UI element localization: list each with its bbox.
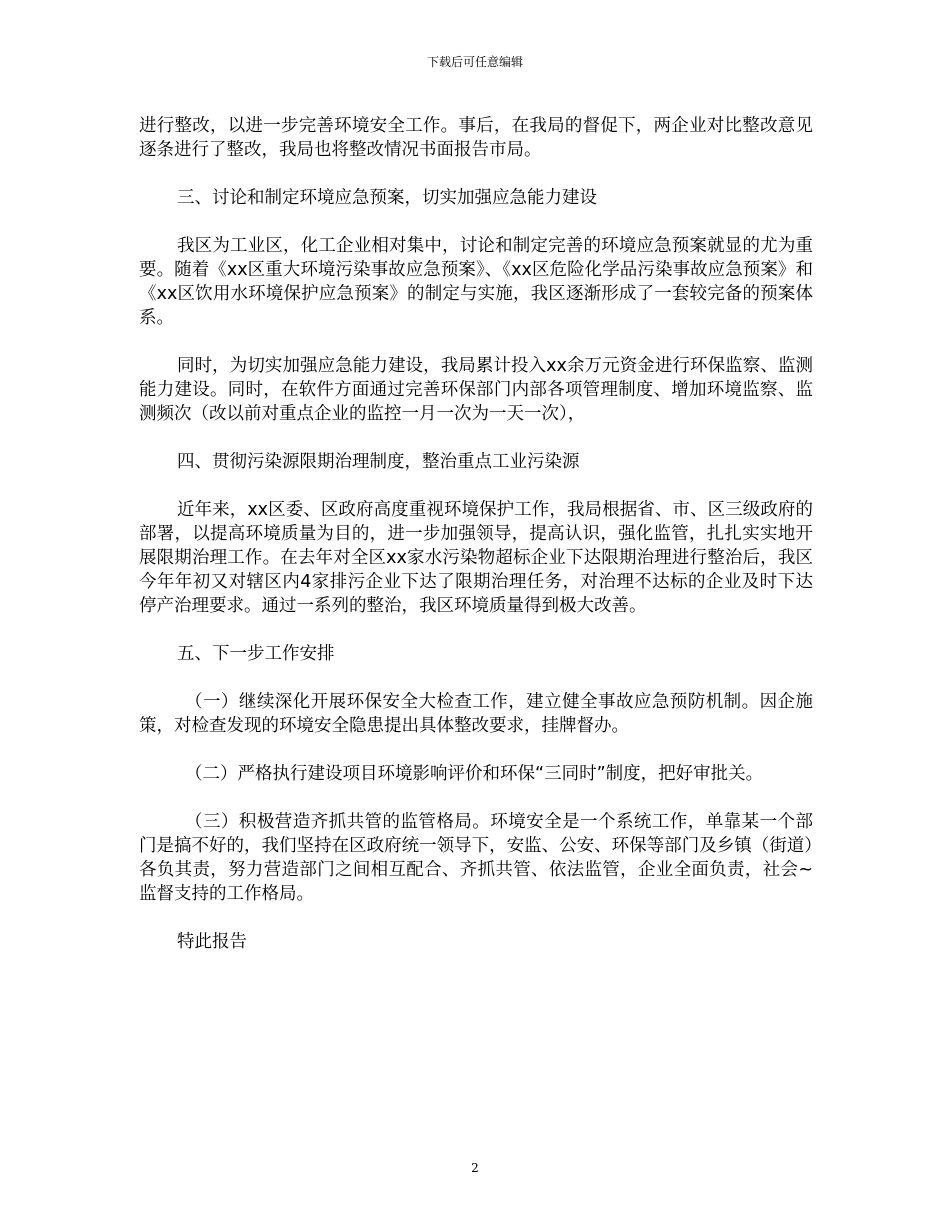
section-heading-4: 四、贯彻污染源限期治理制度，整治重点工业污染源 bbox=[177, 452, 580, 472]
work-item-2: （二）严格执行建设项目环境影响评价和环保“三同时”制度，把好审批关。 bbox=[185, 764, 764, 784]
page-header: 下载后可任意编辑 bbox=[426, 55, 523, 69]
work-item-3: （三）积极营造齐抓共管的监管格局。环境安全是一个系统工作，单靠某一个部门是搞不好的，我们坚持在区政府统一领导下，安监、公安、环保等部门及乡镇（街道）各负其责，努力营造部门之间相互配合、齐抓共管、依法监管，企业全面负责，社会~监督支持的工作格局。 bbox=[139, 812, 813, 904]
paragraph-capacity-building: 同时，为切实加强应急能力建设，我局累计投入xx余万元资金进行环保监察、监测能力建设。同时，在软件方面通过完善环保部门内部各项管理制度、增加环境监察、监测频次（改以前对重点企业的监控一月一次为一天一次）， bbox=[139, 356, 813, 424]
paragraph-emergency-plans: 我区为工业区，化工企业相对集中，讨论和制定完善的环境应急预案就显的尤为重要。随着《xx区重大环境污染事故应急预案》、《xx区危险化学品污染事故应急预案》和《xx区饮用水环境保护应急预案》的制定与实施，我区逐渐形成了一套较完备的预案体系。 bbox=[139, 236, 813, 328]
page-number: 2 bbox=[471, 1161, 479, 1175]
work-item-1: （一）继续深化开展环保安全大检查工作，建立健全事故应急预防机制。因企施策，对检查发现的环境安全隐患提出具体整改要求，挂牌督办。 bbox=[139, 692, 813, 736]
paragraph-pollution-control: 近年来，xx区委、区政府高度重视环境保护工作，我局根据省、市、区三级政府的部署，以提高环境质量为目的，进一步加强领导，提高认识，强化监管，扎扎实实地开展限期治理工作。在去年对全区xx家水污染物超标企业下达限期治理进行整治后，我区今年年初又对辖区内4家排污企业下达了限期治理任务，对治理不达标的企业及时下达停产治理要求。通过一系列的整治，我区环境质量得到极大改善。 bbox=[139, 500, 813, 616]
document-body bbox=[139, 114, 813, 978]
paragraph-continuation: 进行整改，以进一步完善环境安全工作。事后，在我局的督促下，两企业对比整改意见逐条进行了整改，我局也将整改情况书面报告市局。 bbox=[139, 116, 813, 160]
closing-statement: 特此报告 bbox=[177, 932, 247, 952]
section-heading-3: 三、讨论和制定环境应急预案，切实加强应急能力建设 bbox=[177, 188, 597, 208]
section-heading-5: 五、下一步工作安排 bbox=[177, 644, 335, 664]
